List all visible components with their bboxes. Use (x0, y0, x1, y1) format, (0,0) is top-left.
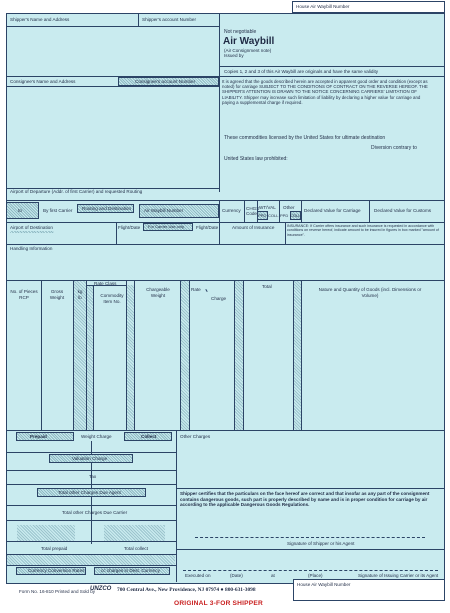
at-label: at (271, 573, 275, 578)
airport-destination-box (10, 231, 54, 233)
awb-number-label: Air Waybill Number (144, 208, 184, 213)
other-ppd: PPD (280, 213, 289, 218)
total-col-shade (293, 281, 301, 430)
chargeable-weight-header: Chargeable Weight (146, 287, 170, 298)
declared-customs-label: Declared Value for Customs (374, 208, 432, 213)
flight-date-1-label: Flight/Date (118, 225, 141, 230)
collect-label: Collect (141, 434, 157, 439)
consignee-name-label: Consignee's Name and Address (10, 79, 76, 84)
total-carrier-label: Total other Charges Due Carrier (62, 510, 128, 515)
copies-note: Copies 1, 2 and 3 of this Air Waybill are originals and have the same validity (224, 69, 379, 74)
currency-rates-label: Currency Conversion Rates (28, 568, 85, 573)
waybill-subtitle-1: (Air Consignment note) (224, 48, 272, 53)
other-label: Other (283, 205, 295, 210)
signature-shipper-label: Signature of Shipper or his Agent (287, 541, 355, 546)
insurance-note: INSURANCE: If Carrier offers insurance and such insurance is requested in accordance with conditions on reverse hereof, indicate amount to be insured in figures in box marked "amount of insurance". (287, 224, 439, 237)
carrier-charges-shade-right (104, 525, 165, 541)
executed-on-label: Executed on (185, 573, 211, 578)
prohibited-text: United States law prohibited: (224, 156, 288, 162)
date-label: (Date) (230, 573, 243, 578)
cc-charges-label: cc charges in Dest. Currency (101, 568, 160, 573)
kg-col-shade (73, 281, 86, 430)
total-prepaid-label: Total prepaid (41, 546, 68, 551)
commodity-col-shade (126, 285, 134, 430)
charge-header: Charge (211, 296, 227, 301)
totals-shade (7, 555, 175, 565)
nature-header: Nature and Quantity of Goods (incl. Dimensions or Volume) (318, 287, 422, 298)
wt-val-ppd: PPD (258, 213, 267, 218)
unzco-logo: UNZCO (90, 586, 112, 592)
tax-label: Tax (89, 474, 97, 479)
shipper-certification: Shipper certifies that the particulars on the face hereof are correct and that insofar as any part of the consignment contains dangerous goods, such part is properly described by name and is in proper condition for carriage by air according to the applicable Dangerous Goods Regulations. (180, 491, 430, 508)
rate-class-col-shade (86, 285, 93, 430)
not-negotiable-label: Not negotiable (224, 29, 257, 35)
routing-to-box (6, 202, 39, 219)
total-header: Total (262, 284, 272, 289)
wt-val-label: WT/VAL (259, 205, 276, 210)
handling-label: Handling Information (10, 246, 53, 251)
flight-date-2-label: Flight/Date (196, 225, 219, 230)
diversion-text: Diversion contrary to (371, 145, 417, 151)
carrier-charges-shade-left (17, 525, 75, 541)
routing-to: to (18, 208, 22, 213)
weight-charge-label: Weight Charge (81, 434, 112, 439)
other-coll: COLL (290, 213, 301, 218)
prepaid-label: Prepaid (30, 434, 47, 439)
house-awb-label-bottom: House Air Waybill Number (297, 582, 351, 587)
declared-carriage-label: Declared Value for Carriage (304, 208, 361, 213)
licensed-text: These commodities licensed by the United States for ultimate destination (224, 135, 386, 141)
consignee-account-label: Consignee's account Number (135, 79, 196, 84)
commodity-header: Commodity Item No. (100, 293, 124, 304)
form-number: Form No. 16-810 Printed and Sold by (19, 589, 96, 594)
charge-col-shade (234, 281, 243, 430)
pieces-header: No. of Pieces RCP (10, 289, 38, 300)
carrier-use-label: For Carrier Use only (148, 224, 185, 229)
waybill-title: Air Waybill (223, 36, 275, 47)
departure-label: Airport of Departure (Addr. of first Carrier) and requested Routing (10, 189, 143, 194)
chargeable-col-shade (180, 281, 189, 430)
gross-weight-header: Gross Weight (49, 289, 65, 300)
unzco-address: 700 Central Ave., New Providence, NJ 07974 ● 800-631-3098 (117, 587, 256, 593)
original-copy-label: ORIGINAL 3-FOR SHIPPER (174, 600, 263, 607)
chgs-code-label: CHGS Code (246, 206, 260, 216)
airport-destination-label: Airport of Destination (10, 225, 53, 230)
routing-first-carrier: By first Carrier (43, 208, 73, 213)
total-agent-label: Total other Charges Due Agent (58, 490, 121, 495)
insurance-label: Amount of Insurance (232, 225, 275, 230)
other-charges-label: Other Charges (180, 434, 211, 439)
valuation-label: Valuation Charge (72, 456, 108, 461)
shipper-name-label: Shipper's Name and Address (10, 17, 70, 22)
wt-val-coll: COLL (268, 213, 279, 218)
conditions-text: It is agreed that the goods described herein are accepted in apparent good order and condition (except as noted) for carriage SUBJECT TO THE CONDITIONS OF CONTRACT ON THE REVERSE HEREOF. THE SHIPPER'S ATTENTION IS DRAWN TO THE NOTICE CONCERNING CARRIERS' LIMITATION OF LIABILITY. Shipper may increase such limitation of liability by declaring a higher value for carriage and paying a supplemental charge if required. (222, 79, 428, 105)
rate-class-header: Rate Class (94, 281, 117, 286)
signature-carrier-label: Signature of Issuing Carrier or its Agent (358, 573, 439, 578)
rate-header: Rate (191, 287, 201, 292)
kg-lb-header: kg lb (77, 289, 83, 300)
currency-label: Currency (222, 208, 241, 213)
place-label: (Place) (308, 573, 323, 578)
waybill-subtitle-2: Issued by (224, 53, 244, 58)
house-awb-label-top: House Air Waybill Number (296, 4, 350, 9)
shipper-account-label: Shipper's account Number (142, 17, 196, 22)
total-collect-label: Total collect (124, 546, 148, 551)
routing-destination: Routing and Destination (82, 206, 132, 211)
